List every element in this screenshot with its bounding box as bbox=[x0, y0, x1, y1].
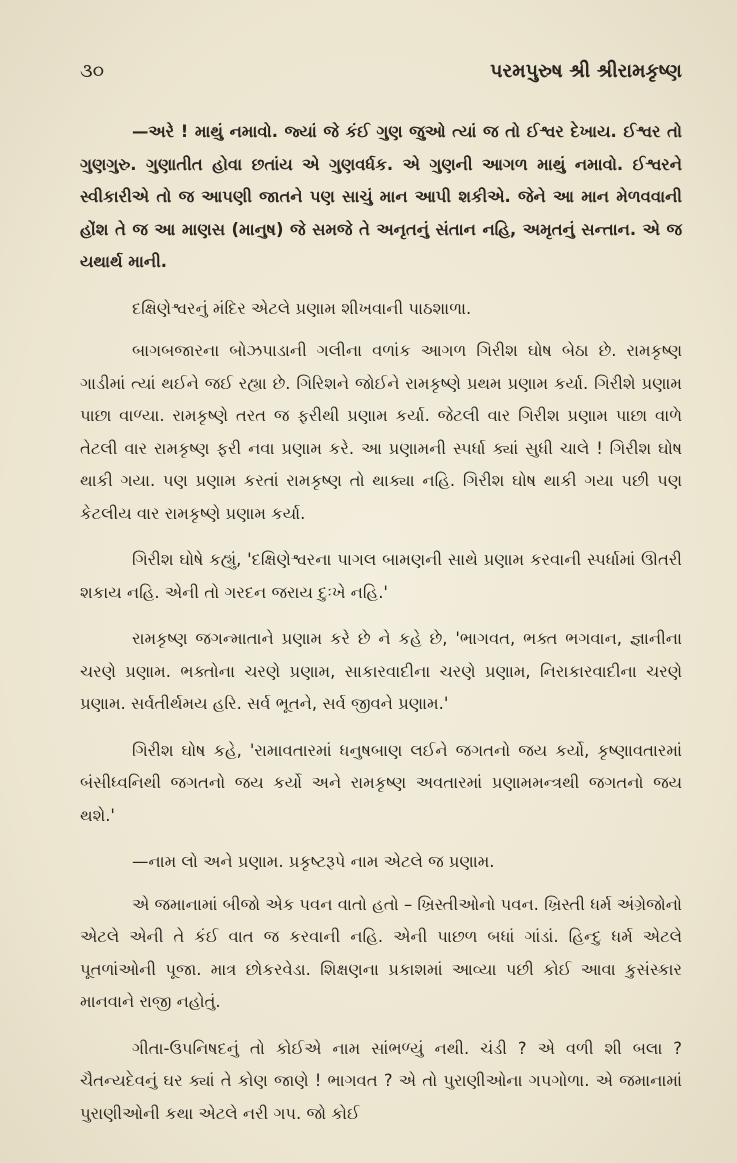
paragraph-6: ગિરીશ ઘોષ કહે, 'રામાવતારમાં ધનુષબાણ લઈને જગતનો જય કર્યો, કૃષ્ણાવતારમાં બંસીધ્વનિથી જગતનો જય કર્યો અને રામકૃષ્ણ અવતારમાં પ્રણામમન્ત્રથી જગતનો જય થશે.' bbox=[80, 740, 682, 825]
paragraph-1: —અરે ! માથું નમાવો. જ્યાં જે કંઈ ગુણ જુઓ ત્યાં જ તો ઈશ્વર દેખાય. ઈશ્વર તો ગુણગુરુ. ગુણાતીત હોવા છતાંય એ ગુણવર્ધક. એ ગુણની આગળ માથું નમાવો. ઈશ્વરને સ્વીકારીએ તો જ આપણી જાતને પણ સાચું માન આપી શકીએ. જેને આ માન મેળવવાની હોંશ તે જ આ માણસ (માનુષ) જે સમજે તે અનૃતનું સંતાન નહિ, અમૃતનું સન્તાન. એ જ યથાર્થ માની. bbox=[80, 122, 682, 271]
paragraph-2: દક્ષિણેશ્વરનું મંદિર એટલે પ્રણામ શીખવાની પાઠશાળા. bbox=[132, 298, 472, 318]
body-text bbox=[80, 116, 682, 1144]
paragraph-5: રામકૃષ્ણ જગન્માતાને પ્રણામ કરે છે ને કહે છે, 'ભાગવત, ભક્ત ભગવાન, જ્ઞાનીના ચરણે પ્રણામ. ભક્તોના ચરણે પ્રણામ, સાકારવાદીના ચરણે પ્રણામ, નિરાકારવાદીના ચરણે પ્રણામ. સર્વતીર્થમય હરિ. સર્વ ભૂતને, સર્વ જીવને પ્રણામ.' bbox=[80, 629, 682, 713]
paragraph-4: ગિરીશ ઘોષે કહ્યું, 'દક્ષિણેશ્વરના પાગલ બામણની સાથે પ્રણામ કરવાની સ્પર્ધામાં ઊતરી શકાય નહિ. એની તો ગરદન જરાય દુઃખે નહિ.' bbox=[80, 550, 682, 602]
paragraph-3: બાગબજારના બોઝપાડાની ગલીના વળાંક આગળ ગિરીશ ઘોષ બેઠા છે. રામકૃષ્ણ ગાડીમાં ત્યાં થઈને જઈ રહ્યા છે. ગિરિશને જોઈને રામકૃષ્ણે પ્રથમ પ્રણામ કર્યા. ગિરીશે પ્રણામ પાછા વાળ્યા. રામકૃષ્ણે તરત જ ફરીથી પ્રણામ કર્યા. જેટલી વાર ગિરીશ પ્રણામ પાછા વાળે તેટલી વાર રામકૃષ્ણ ફરી નવા પ્રણામ કરે. આ પ્રણામની સ્પર્ધા ક્યાં સુધી ચાલે ! ગિરીશ ઘોષ થાકી ગયા. પણ પ્રણામ કરતાં રામકૃષ્ણ તો થાક્યા નહિ. ગિરીશ ઘોષ થાકી ગયા પછી પણ કેટલીય વાર રામકૃષ્ણે પ્રણામ કર્યા. bbox=[80, 341, 682, 523]
paragraph-8: એ જમાનામાં બીજો એક પવન વાતો હતો – ખ્રિસ્તીઓનો પવન. ખ્રિસ્તી ધર્મ અંગ્રેજોનો એટલે એની તે કંઈ વાત જ કરવાની નહિ. એની પાછળ બધાં ગાંડાં. હિન્દુ ધર્મ એટલે પૂતળાંઓની પૂજા. માત્ર છોકરવેડા. શિક્ષણના પ્રકાશમાં આવ્યા પછી કોઈ આવા કુસંસ્કાર માનવાને રાજી નહોતું. bbox=[80, 894, 682, 1011]
paragraph-7: —નામ લો અને પ્રણામ. પ્રકૃષ્ટરૂપે નામ એટલે જ પ્રણામ. bbox=[132, 852, 495, 871]
page-number: ૩૦ bbox=[80, 60, 105, 82]
running-head bbox=[80, 56, 682, 86]
book-title: પરમપુરુષ શ્રી શ્રીરામકૃષ્ણ bbox=[490, 60, 682, 82]
paragraph-9: ગીતા-ઉપનિષદનું તો કોઈએ નામ સાંભળ્યું નથી. ચંડી ? એ વળી શી બલા ? ચૈતન્યદેવનું ઘર ક્યાં તે કોણ જાણે ! ભાગવત ? એ તો પુરાણીઓના ગપગોળા. એ જમાનામાં પુરાણીઓની કથા એટલે નરી ગપ. જો કોઈ bbox=[80, 1038, 682, 1123]
